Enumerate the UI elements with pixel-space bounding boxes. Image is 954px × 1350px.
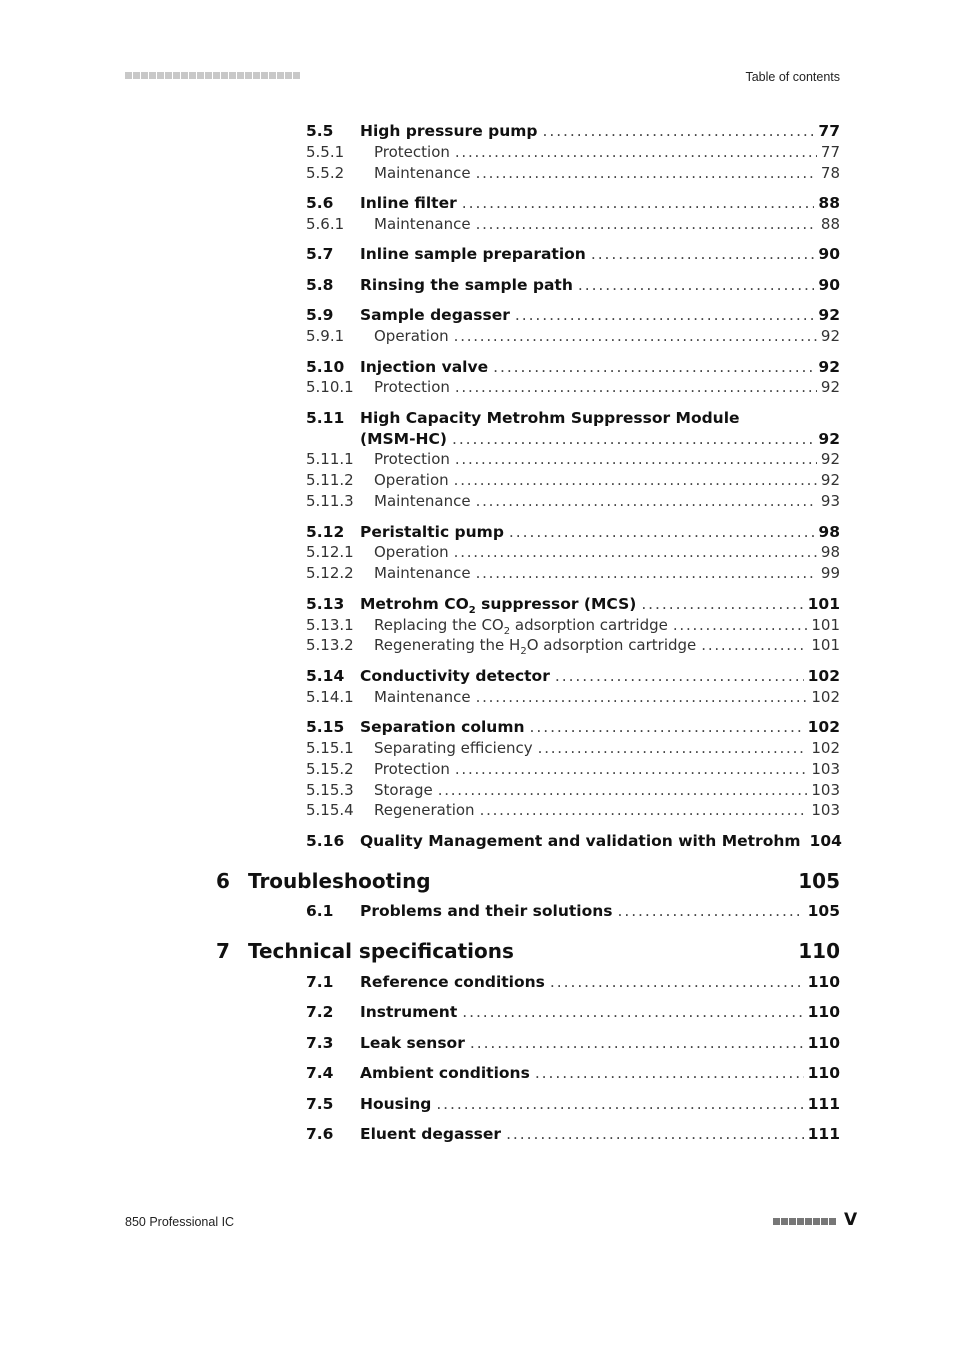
toc-entry-5-12-2[interactable]: 5.12.2 Maintenance . . . 99 <box>306 564 840 584</box>
toc-entry-5-13-2[interactable]: 5.13.2 Regenerating the $H_2O$ adsorption cartridge . . . 101 <box>306 636 840 656</box>
toc-entry-7-1[interactable]: 7.1 Reference conditions . . . 110 <box>306 973 840 993</box>
footer-product-name: 850 Professional IC <box>125 1215 235 1229</box>
toc-entry-7-4[interactable]: 7.4 Ambient conditions . . . 110 <box>306 1064 840 1084</box>
toc-entry-5-15[interactable]: 5.15 Separation column . . . 102 <box>306 718 840 738</box>
toc-entry-5-16[interactable]: 5.16 Quality Management and validation with Metrohm 104 <box>306 832 842 850</box>
toc-entry-5-14-1[interactable]: 5.14.1 Maintenance . . . 102 <box>306 688 840 708</box>
toc-chapter-7[interactable]: 7 Technical specifications 110 <box>216 939 840 963</box>
toc-entry-5-8[interactable]: 5.8 Rinsing the sample path . . . 90 <box>306 276 840 296</box>
toc-entry-5-11-2[interactable]: 5.11.2 Operation . . . 92 <box>306 471 840 491</box>
toc-entry-5-5[interactable]: 5.5 High pressure pump . . . 77 <box>306 122 840 142</box>
toc-entry-5-9-1[interactable]: 5.9.1 Operation . . . 92 <box>306 327 840 347</box>
toc-entry-5-14[interactable]: 5.14 Conductivity detector . . . 102 <box>306 667 840 687</box>
footer-decoration <box>773 1218 836 1225</box>
toc-chapter-6[interactable]: 6 Troubleshooting 105 <box>216 869 840 893</box>
toc-entry-7-2[interactable]: 7.2 Instrument . . . 110 <box>306 1003 840 1023</box>
toc-entry-5-11-line2[interactable]: (MSM-HC) . . . 92 <box>306 430 840 450</box>
toc-entry-5-12-1[interactable]: 5.12.1 Operation . . . 98 <box>306 543 840 563</box>
toc-entry-5-5-2[interactable]: 5.5.2 Maintenance . . . 78 <box>306 164 840 184</box>
toc-entry-7-5[interactable]: 7.5 Housing . . . 111 <box>306 1095 840 1115</box>
toc-entry-5-9[interactable]: 5.9 Sample degasser . . . 92 <box>306 306 840 326</box>
header-section-title: Table of contents <box>745 70 840 84</box>
toc-entry-5-13[interactable]: 5.13 Metrohm $CO_2$ suppressor (MCS) . . . 101 <box>306 595 840 615</box>
toc-entry-5-10[interactable]: 5.10 Injection valve . . . 92 <box>306 358 840 378</box>
toc-entry-5-6[interactable]: 5.6 Inline filter . . . 88 <box>306 194 840 214</box>
footer-page-number: V <box>844 1210 858 1230</box>
toc-entry-5-11-3[interactable]: 5.11.3 Maintenance . . . 93 <box>306 492 840 512</box>
toc-entry-6-1[interactable]: 6.1 Problems and their solutions . . . 105 <box>306 902 840 922</box>
toc-entry-5-13-1[interactable]: 5.13.1 Replacing the $CO_2$ adsorption cartridge . . . 101 <box>306 616 840 636</box>
header-decoration <box>125 72 300 80</box>
toc-entry-7-3[interactable]: 7.3 Leak sensor . . . 110 <box>306 1034 840 1054</box>
toc-entry-5-15-4[interactable]: 5.15.4 Regeneration . . . 103 <box>306 801 840 821</box>
toc-entry-5-7[interactable]: 5.7 Inline sample preparation . . . 90 <box>306 245 840 265</box>
toc-entry-5-6-1[interactable]: 5.6.1 Maintenance . . . 88 <box>306 215 840 235</box>
toc-entry-5-11-line1[interactable]: 5.11 High Capacity Metrohm Suppressor Module <box>306 409 740 427</box>
toc-entry-5-15-1[interactable]: 5.15.1 Separating efficiency . . . 102 <box>306 739 840 759</box>
toc-entry-5-10-1[interactable]: 5.10.1 Protection . . . 92 <box>306 378 840 398</box>
toc-entry-5-12[interactable]: 5.12 Peristaltic pump . . . 98 <box>306 523 840 543</box>
toc-entry-5-15-2[interactable]: 5.15.2 Protection . . . 103 <box>306 760 840 780</box>
toc-entry-5-5-1[interactable]: 5.5.1 Protection . . . 77 <box>306 143 840 163</box>
toc-entry-5-15-3[interactable]: 5.15.3 Storage . . . 103 <box>306 781 840 801</box>
toc-entry-5-11-1[interactable]: 5.11.1 Protection . . . 92 <box>306 450 840 470</box>
toc-entry-7-6[interactable]: 7.6 Eluent degasser . . . 111 <box>306 1125 840 1145</box>
